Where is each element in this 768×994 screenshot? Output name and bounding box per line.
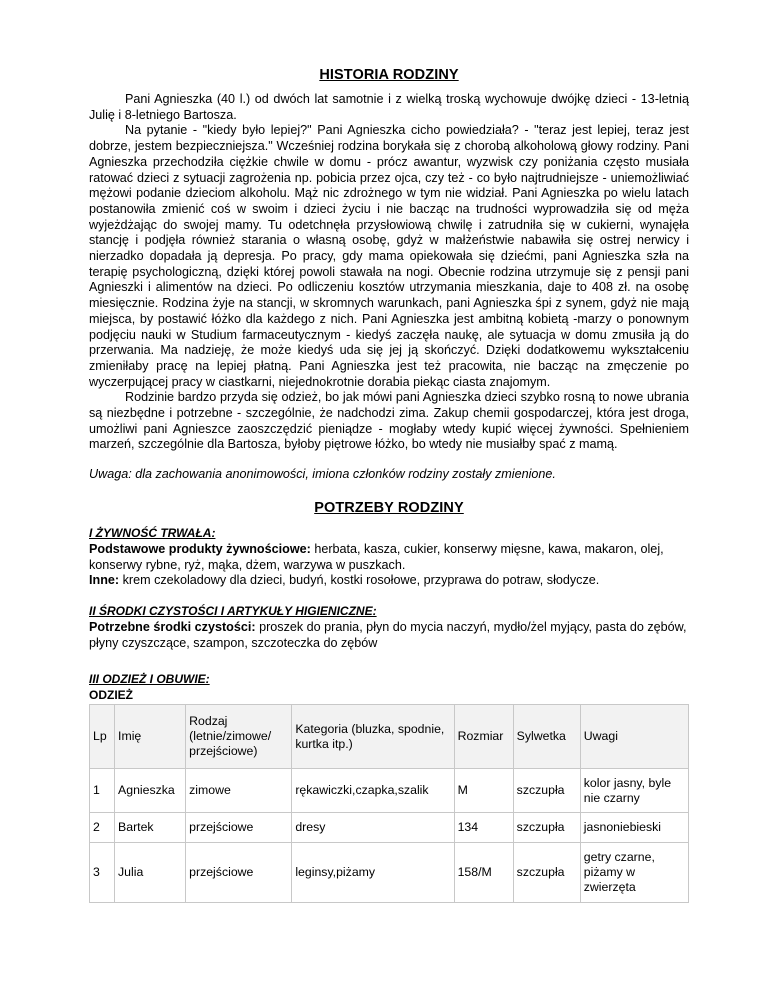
food-section bbox=[89, 526, 689, 589]
food-other-line bbox=[89, 573, 689, 589]
hygiene-section bbox=[89, 604, 689, 651]
table-row bbox=[90, 769, 689, 813]
header-figure: Sylwetka bbox=[513, 705, 580, 769]
anonymity-note: Uwaga: dla zachowania anonimowości, imiona członków rodziny zostały zmienione. bbox=[89, 467, 556, 482]
cell-lp: 1 bbox=[90, 769, 115, 813]
hygiene-line bbox=[89, 620, 689, 651]
clothes-subtitle: ODZIEŻ bbox=[89, 688, 133, 703]
food-other-text: krem czekoladowy dla dzieci, budyń, kostki rosołowe, przyprawa do potraw, słodycze. bbox=[119, 573, 600, 588]
cell-lp: 3 bbox=[90, 843, 115, 903]
food-section-title: I ŻYWNOŚĆ TRWAŁA: bbox=[89, 525, 216, 540]
cell-notes: jasnoniebieski bbox=[580, 813, 688, 843]
cell-figure: szczupła bbox=[513, 843, 580, 903]
header-notes: Uwagi bbox=[580, 705, 688, 769]
clothes-table bbox=[89, 704, 689, 903]
table-row bbox=[90, 843, 689, 903]
story-paragraph-1: Pani Agnieszka (40 l.) od dwóch lat samotnie i z wielką troską wychowuje dwójkę dzieci - 13-letnią Julię i 8-letniego Bartosza. bbox=[89, 92, 689, 122]
food-basic-line bbox=[89, 542, 689, 573]
food-other-label: Inne: bbox=[89, 573, 120, 588]
header-lp: Lp bbox=[90, 705, 115, 769]
document-page bbox=[89, 56, 689, 903]
table-row bbox=[90, 813, 689, 843]
page-title: HISTORIA RODZINY bbox=[319, 67, 459, 83]
cell-notes: kolor jasny, byle nie czarny bbox=[580, 769, 688, 813]
cell-name: Bartek bbox=[115, 813, 186, 843]
hygiene-label: Potrzebne środki czystości: bbox=[89, 619, 256, 634]
cell-name: Agnieszka bbox=[115, 769, 186, 813]
clothes-section-title: III ODZIEŻ I OBUWIE: bbox=[89, 672, 210, 687]
clothes-section bbox=[89, 672, 689, 903]
cell-size: 134 bbox=[454, 813, 513, 843]
cell-name: Julia bbox=[115, 843, 186, 903]
cell-type: przejściowe bbox=[186, 813, 292, 843]
food-basic-label: Podstawowe produkty żywnościowe: bbox=[89, 541, 311, 556]
cell-category: dresy bbox=[292, 813, 454, 843]
header-name: Imię bbox=[115, 705, 186, 769]
header-type: Rodzaj (letnie/zimowe/ przejściowe) bbox=[186, 705, 292, 769]
cell-size: 158/M bbox=[454, 843, 513, 903]
cell-type: przejściowe bbox=[186, 843, 292, 903]
table-header-row bbox=[90, 705, 689, 769]
cell-lp: 2 bbox=[90, 813, 115, 843]
hygiene-section-title: II ŚRODKI CZYSTOŚCI I ARTYKUŁY HIGIENICZNE: bbox=[89, 603, 377, 618]
cell-category: leginsy,piżamy bbox=[292, 843, 454, 903]
cell-notes: getry czarne, piżamy w zwierzęta bbox=[580, 843, 688, 903]
cell-figure: szczupła bbox=[513, 769, 580, 813]
cell-category: rękawiczki,czapka,szalik bbox=[292, 769, 454, 813]
story-paragraph-2: Na pytanie - "kiedy było lepiej?" Pani Agnieszka cicho powiedziała? - "teraz jest lepiej, teraz jest dobrze, jestem bezpieczniejsza." Wcześniej rodzina borykała się z chorobą alkoholową głowy rodziny. Pani Agnieszka przechodziła ciężkie chwile w domu - prócz awantur, wyzwisk czy poniżania często musiała ratować dzieci z sytuacji zagrożenia np. pobicia przez ojca, czy też - co było najtrudniejsze - uniemożliwiać mężowi podanie dzieciom alkoholu. Mąż nic zdrożnego w tym nie widział. Pani Agnieszka po wielu latach postanowiła zmienić coś w swoim i dzieci życiu i nie bacząc na trudności wyprowadziła się od męża wyjeżdżając do swojej mamy. Tu odetchnęła przysłowiową chwilę i zatrudniła się w cukierni, wynajęła stancję i podjęła również starania o własną osobę, gdyż w małżeństwie nabawiła się ostrej nerwicy i nierzadko dopadała ją depresja. Po pracy, gdy mama opiekowała się dziećmi, pani Agnieszka szła na terapię psychologiczną, dzięki której powoli stawała na nogi. Obecnie rodzina utrzymuje się z pensji pani Agnieszki i alimentów na dzieci. Po odliczeniu kosztów utrzymania mieszkania, daje to 408 zł. na osobę miesięcznie. Rodzina żyje na stancji, w skromnych warunkach, pani Agnieszka śpi z synem, gdyż nie mają miejsca, by postawić łóżko dla każdego z nich. Pani Agnieszka jest ambitną kobietą -marzy o ponownym podjęciu nauki w Studium farmaceutycznym - kiedyś zaczęła naukę, ale sytuacja w domu zmusiła ją do przerwania. Ma nadzieję, że może kiedyś uda się jej ją skończyć. Dzięki dodatkowemu wykształceniu zmieniłaby pracę na lepiej płatną. Pani Agnieszka jest też pracowita, nie bacząc na zmęczenie po wyczerpującej pracy w ciastkarni, niejednokrotnie dorabia piekąc ciasta znajomym. bbox=[89, 123, 689, 389]
food-basic-text: herbata, kasza, cukier, konserwy mięsne, kawa, makaron, olej, konserwy rybne, ryż, mąka, dżem, warzywa w puszkach. bbox=[89, 541, 664, 572]
needs-title: POTRZEBY RODZINY bbox=[314, 499, 464, 516]
header-size: Rozmiar bbox=[454, 705, 513, 769]
header-category: Kategoria (bluzka, spodnie, kurtka itp.) bbox=[292, 705, 454, 769]
cell-size: M bbox=[454, 769, 513, 813]
story-paragraph-3: Rodzinie bardzo przyda się odzież, bo jak mówi pani Agnieszka dzieci szybko rosną to nowe ubrania są niezbędne i potrzebne - szczególnie, że nadchodzi zima. Zakup chemii gospodarczej, która jest droga, umożliwi pani Agnieszce zaoszczędzić pieniądze - mogłaby wtedy kupić więcej żywności. Spełnieniem marzeń, szczególnie dla Bartosza, byłoby piętrowe łóżko, bo wtedy nie musiałby spać z mamą. bbox=[89, 390, 689, 452]
cell-type: zimowe bbox=[186, 769, 292, 813]
cell-figure: szczupła bbox=[513, 813, 580, 843]
hygiene-text: proszek do prania, płyn do mycia naczyń, mydło/żel myjący, pasta do zębów, płyny czyszczące, szampon, szczoteczka do zębów bbox=[89, 619, 687, 650]
